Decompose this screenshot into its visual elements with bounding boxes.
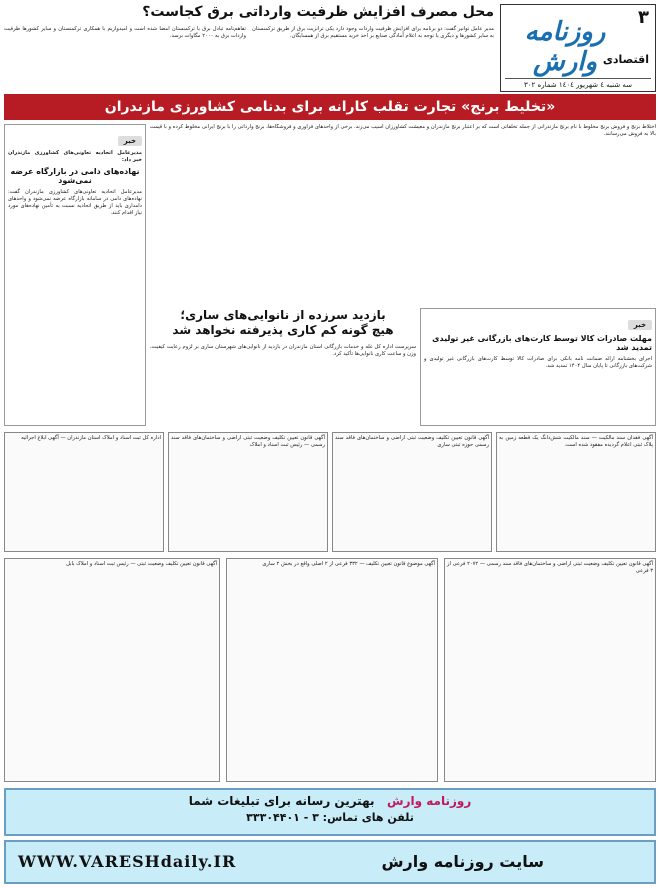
secondary-story-title-1: بازدید سرزده از نانوایی‌های ساری؛	[180, 308, 386, 322]
advertising-promo	[4, 788, 656, 836]
section-name: اقتصادی	[602, 53, 649, 66]
left-news-box	[4, 124, 146, 426]
newspaper-logo: روزنامه وارش	[524, 17, 606, 77]
bottom-notice-3: آگهی قانون تعیین تکلیف وضعیت ثبتی — رئیس ثبت اسناد و املاک بابل	[4, 558, 220, 782]
dateline: سه شنبه ٤ شهریور ۱٤٠٤ شماره ٣٠٢	[505, 78, 651, 89]
bottom-notice-1: آگهی قانون تعیین تکلیف وضعیت ثبتی اراضی و ساختمان‌های فاقد سند رسمی — ۲۰۷۲ فرعی از ۳ فرعی	[444, 558, 656, 782]
news-label-left: خبر	[118, 136, 142, 146]
top-story-title: محل مصرف افزایش ظرفیت وارداتی برق کجاست؟	[142, 4, 494, 20]
legal-notice-2: آگهی قانون تعیین تکلیف وضعیت ثبتی اراضی و ساختمان‌های فاقد سند رسمی حوزه ثبتی ساری	[332, 432, 492, 552]
top-story-body-left: تفاهم‌نامه تبادل برق با ترکمنستان امضا شده است و امیدواریم با همکاری ترکمنستان و سایر کشورها ظرفیت واردات برق به ۲۰۰۰ مگاوات برسد.	[4, 26, 246, 39]
secondary-story-title-2: هیچ گونه کم کاری پذیرفته نخواهد شد	[172, 323, 394, 337]
main-story	[150, 124, 656, 304]
news-label: خبر	[628, 320, 652, 330]
bottom-notice-2: آگهی موضوع قانون تعیین تکلیف — ۳۳۲ فرعی از ۲ اصلی واقع در بخش ۲ ساری	[226, 558, 438, 782]
legal-notice-1: آگهی فقدان سند مالکیت — سند مالکیت شش‌دانگ یک قطعه زمین به پلاک ثبتی اعلام گردیده مفقود شده است.	[496, 432, 656, 552]
secondary-story	[150, 308, 416, 426]
promo-brand: روزنامه وارش	[387, 794, 472, 808]
left-news-body: مدیرعامل اتحادیه تعاونی‌های کشاورزی مازندران گفت: نهاده‌های دامی در سامانه بازارگاه عرضه نمی‌شود و واحدهای دامداری باید از طریق اتحادیه نسبت به تأمین نهاده‌های مورد نیاز اقدام کنند.	[8, 189, 142, 216]
main-headline-banner: «تخلیط برنج» تجارت تقلب کارانه برای بدنامی کشاورزی مازندران	[4, 94, 656, 120]
top-story	[4, 4, 494, 92]
top-story-body-right: مدیر عامل توانیر گفت: دو برنامه برای افزایش ظرفیت واردات وجود دارد یکی ترانزیت برق از طریق ترکمنستان به سایر کشورها و دیگری یا توجه به اعلام آمادگی صنایع بر اخذ خرید مستقیم برق از همسایگان.	[252, 26, 494, 39]
left-news-title: نهاده‌های دامی در بازارگاه عرضه نمی‌شود	[10, 167, 140, 185]
legal-notice-4: اداره کل ثبت اسناد و املاک استان مازندران — آگهی ابلاغ اجرائیه	[4, 432, 164, 552]
website-footer	[4, 840, 656, 884]
left-news-kicker: مدیرعامل اتحادیه تعاونی‌های کشاورزی مازندران خبر داد:	[8, 150, 142, 163]
main-story-body: اختلاط برنج و فروش برنج مخلوط با نام برنج مازندرانی از جمله تخلفاتی است که بر اعتبار برنج مازندران و معیشت کشاورزان آسیب می‌زند. برخی از واحدهای فرآوری و فروشگاه‌ها، برنج وارداتی را با برنج ایرانی مخلوط کرده و با قیمت بالا به فروش می‌رسانند.	[150, 124, 656, 137]
masthead	[500, 4, 656, 92]
right-news-box	[420, 308, 656, 426]
page-number: ۳	[638, 7, 649, 28]
legal-notice-3: آگهی قانون تعیین تکلیف وضعیت ثبتی اراضی و ساختمان‌های فاقد سند رسمی — رئیس ثبت اسناد و املاک	[168, 432, 328, 552]
right-news-title: مهلت صادرات کالا توسط کارت‌های بازرگانی غیر تولیدی تمدید شد	[432, 334, 652, 352]
secondary-story-body: سرپرست اداره کل غله و خدمات بازرگانی استان مازندران در بازدید از نانوایی‌های شهرستان ساری بر لزوم رعایت کیفیت، وزن و ساعت کاری نانوایی‌ها تأکید کرد.	[150, 344, 416, 357]
right-news-body: اجرای بخشنامه ارائه ضمانت نامه بانکی برای صادرات کالا توسط کارت‌های بازرگانی غیر تولیدی و شرکت‌های بازرگانی تا پایان سال ۱۴۰۴ تمدید شد.	[424, 356, 652, 369]
website-url[interactable]: WWW.VARESHdaily.IR	[18, 852, 237, 871]
website-label: سایت روزنامه وارش	[381, 852, 544, 871]
promo-tagline: بهترین رسانه برای تبلیغات شما	[188, 794, 375, 808]
promo-phone: تلفن های تماس: ۳ - ۳۳۳۰۴۴۰۱	[246, 811, 414, 824]
